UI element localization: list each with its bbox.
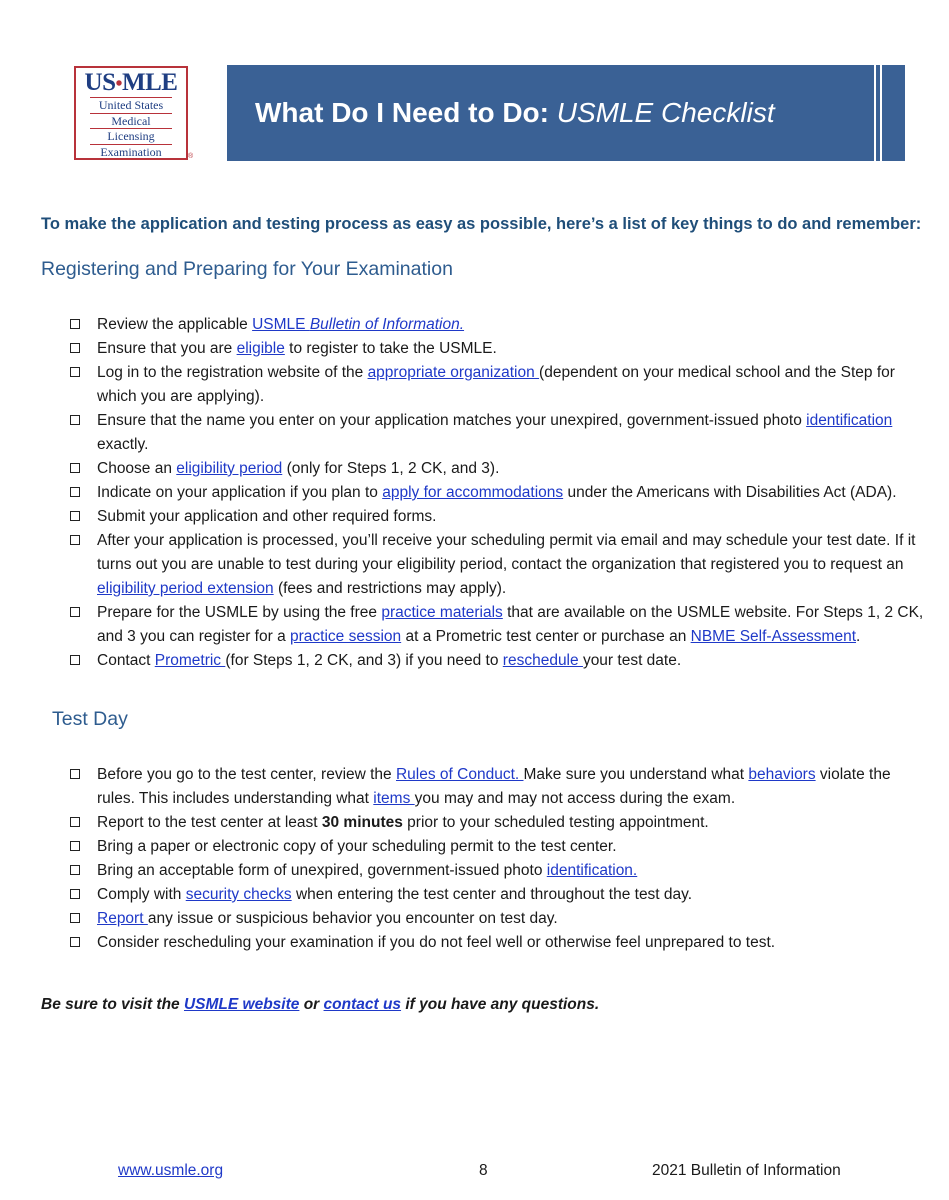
item-text: Before you go to the test center, review the [97,766,396,783]
item-text: when entering the test center and throughout the test day. [291,886,693,903]
item-text: under the Americans with Disabilities Act (ADA). [563,484,897,501]
eligibility-period-extension-link[interactable]: eligibility period extension [97,580,274,597]
registered-mark: ® [188,153,194,160]
item-text: that are available on the USMLE website. For Steps 1, 2 CK, and 3 you can register for a [97,604,924,645]
checklist-test-day [70,763,928,955]
checkbox-icon[interactable] [70,817,80,827]
section-heading-registering: Registering and Preparing for Your Examination [41,258,453,280]
emphasis-text: 30 minutes [321,814,403,831]
usmle-logo [74,66,188,160]
usmle-website-link[interactable]: USMLE website [183,996,300,1013]
appropriate-organization-link[interactable]: appropriate organization [367,364,540,381]
checklist-item [70,505,928,529]
item-text: After your application is processed, you’ll receive your scheduling permit via email and may schedule your test date. If it turns out you are unable to test during your eligibility period, contact the organization that registered you to request an [97,532,916,573]
checklist-item [70,931,928,955]
closing-note: Be sure to visit the USMLE website or contact us if you have any questions. [41,996,600,1013]
item-text: Make sure you understand what [523,766,749,783]
identification-link[interactable]: identification. [546,862,638,879]
checklist-item [70,337,928,361]
item-text: Review the applicable [97,316,253,333]
page-number: 8 [479,1162,488,1179]
checklist-item [70,601,928,649]
item-text: to register to take the USMLE. [284,340,497,357]
checkbox-icon[interactable] [70,913,80,923]
banner-divider [880,65,882,161]
item-text: violate the rules. This includes understanding what [97,766,891,807]
checklist-item [70,859,928,883]
identification-link[interactable]: identification [806,412,893,429]
logo-line-3: Licensing [90,128,172,144]
item-text: Prepare for the USMLE by using the free [97,604,382,621]
item-text: Submit your application and other required forms. [97,508,437,525]
checkbox-icon[interactable] [70,841,80,851]
checklist-item [70,763,928,811]
item-text: Bring a paper or electronic copy of your scheduling permit to the test center. [97,838,617,855]
item-text: any issue or suspicious behavior you encounter on test day. [147,910,558,927]
logo-brand: US•MLE [84,69,178,96]
item-text: (for Steps 1, 2 CK, and 3) if you need to [225,652,503,669]
checkbox-icon[interactable] [70,655,80,665]
checklist-registering [70,313,928,673]
checkbox-icon[interactable] [70,463,80,473]
rules-of-conduct-link[interactable]: Rules of Conduct. [395,766,524,783]
practice-materials-link[interactable]: practice materials [381,604,503,621]
checklist-item [70,529,928,601]
page-title: What Do I Need to Do: USMLE Checklist [255,97,775,128]
footer-bulletin-title: 2021 Bulletin of Information [652,1162,841,1179]
eligibility-period-link[interactable]: eligibility period [176,460,283,477]
report-link[interactable]: Report [97,910,148,927]
checkbox-icon[interactable] [70,607,80,617]
checklist-item [70,481,928,505]
checkbox-icon[interactable] [70,511,80,521]
items-link[interactable]: items [373,790,415,807]
title-banner [227,65,905,161]
checkbox-icon[interactable] [70,769,80,779]
checklist-item [70,649,928,673]
checkbox-icon[interactable] [70,889,80,899]
usmle-link[interactable]: USMLE [252,316,310,333]
checklist-item [70,457,928,481]
item-text: Ensure that you are [97,340,237,357]
logo-line-4: Examination [90,144,172,160]
nbme-self-assessment-link[interactable]: NBME Self-Assessment [690,628,857,645]
checkbox-icon[interactable] [70,343,80,353]
behaviors-link[interactable]: behaviors [748,766,816,783]
checkbox-icon[interactable] [70,415,80,425]
checkbox-icon[interactable] [70,535,80,545]
item-text: prior to your scheduled testing appointment. [402,814,709,831]
checklist-item [70,811,928,835]
apply-for-accommodations-link[interactable]: apply for accommodations [382,484,564,501]
item-text: Contact [97,652,155,669]
logo-line-2: Medical [90,113,172,129]
checkbox-icon[interactable] [70,319,80,329]
security-checks-link[interactable]: security checks [185,886,292,903]
item-text: (dependent on your medical school and the Step for which you are applying). [97,364,895,405]
footer-website-link[interactable]: www.usmle.org [118,1162,224,1179]
checklist-item [70,907,928,931]
item-text: . [856,628,861,645]
checklist-item [70,835,928,859]
contact-us-link[interactable]: contact us [323,996,402,1013]
checkbox-icon[interactable] [70,487,80,497]
checklist-item [70,361,928,409]
item-text: your test date. [582,652,682,669]
checkbox-icon[interactable] [70,865,80,875]
practice-session-link[interactable]: practice session [290,628,402,645]
item-text: Log in to the registration website of the [97,364,368,381]
reschedule-link[interactable]: reschedule [502,652,583,669]
checklist-item [70,313,928,337]
item-text: Ensure that the name you enter on your application matches your unexpired, government-issued photo [97,412,807,429]
item-text: you may and may not access during the exam. [414,790,736,807]
checklist-item [70,883,928,907]
eligible-link[interactable]: eligible [236,340,285,357]
bulletin-of-information-link[interactable]: Bulletin of Information. [309,316,465,333]
item-text: Consider rescheduling your examination if you do not feel well or otherwise feel unprepared to test. [97,934,776,951]
logo-line-1: United States [90,97,172,113]
item-text: Indicate on your application if you plan to [97,484,383,501]
item-text: Choose an [97,460,177,477]
item-text: Report to the test center at least [97,814,322,831]
item-text: (only for Steps 1, 2 CK, and 3). [282,460,500,477]
checklist-item [70,409,928,457]
banner-divider [874,65,876,161]
section-heading-test-day: Test Day [52,708,128,730]
intro-text: To make the application and testing process as easy as possible, here’s a list of key things to do and remember: [41,215,922,233]
item-text: at a Prometric test center or purchase an [401,628,691,645]
item-text: exactly. [97,436,149,453]
prometric-link[interactable]: Prometric [154,652,226,669]
checkbox-icon[interactable] [70,367,80,377]
checkbox-icon[interactable] [70,937,80,947]
item-text: Comply with [97,886,186,903]
item-text: (fees and restrictions may apply). [273,580,507,597]
item-text: Bring an acceptable form of unexpired, government-issued photo [97,862,547,879]
